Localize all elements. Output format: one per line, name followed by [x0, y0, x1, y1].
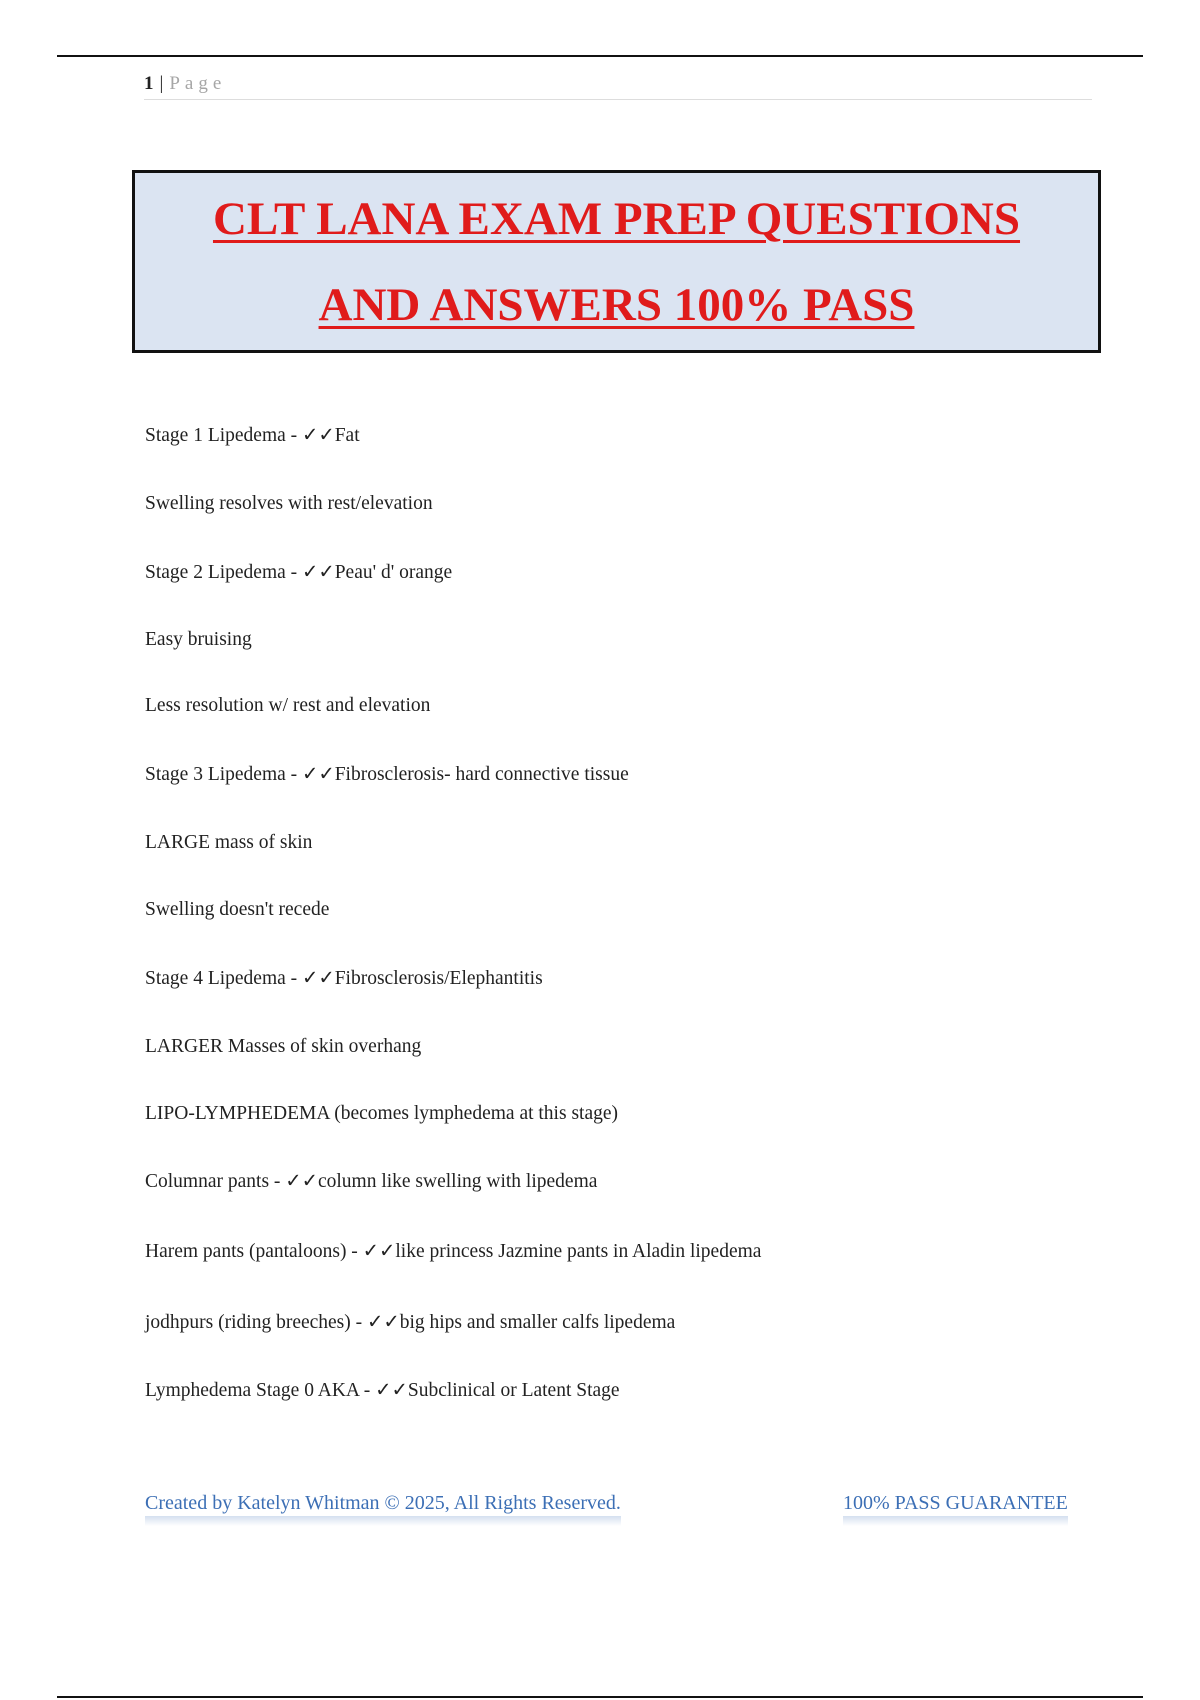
qa-line: Columnar pants - ✓✓column like swelling with lipedema [145, 1171, 598, 1192]
qa-line: LARGE mass of skin [145, 832, 313, 853]
qa-line: Stage 3 Lipedema - ✓✓Fibrosclerosis- hard connective tissue [145, 764, 629, 785]
bottom-rule [57, 1696, 1143, 1698]
qa-line: LARGER Masses of skin overhang [145, 1036, 422, 1057]
qa-line: Swelling resolves with rest/elevation [145, 493, 433, 514]
qa-line: LIPO-LYMPHEDEMA (becomes lymphedema at this stage) [145, 1103, 618, 1124]
page-number: 1 [144, 73, 154, 94]
page-separator: | [159, 73, 164, 94]
title-box [132, 170, 1101, 353]
qa-line: Easy bruising [145, 629, 252, 650]
qa-line: Lymphedema Stage 0 AKA - ✓✓Subclinical or Latent Stage [145, 1380, 620, 1401]
footer-guarantee: 100% PASS GUARANTEE [843, 1490, 1068, 1526]
footer-copyright: Created by Katelyn Whitman © 2025, All Rights Reserved. [145, 1490, 621, 1526]
qa-line: jodhpurs (riding breeches) - ✓✓big hips and smaller calfs lipedema [145, 1312, 676, 1333]
qa-line: Swelling doesn't recede [145, 899, 330, 920]
title-line-2: AND ANSWERS 100% PASS [318, 278, 915, 331]
qa-line: Stage 2 Lipedema - ✓✓Peau' d' orange [145, 562, 453, 583]
title-line-1: CLT LANA EXAM PREP QUESTIONS [212, 192, 1021, 245]
qa-line: Less resolution w/ rest and elevation [145, 695, 431, 716]
qa-line: Stage 4 Lipedema - ✓✓Fibrosclerosis/Elephantitis [145, 968, 543, 989]
qa-line: Stage 1 Lipedema - ✓✓Fat [145, 425, 360, 446]
page-header [144, 72, 1092, 100]
page-word: Page [169, 73, 227, 94]
qa-line: Harem pants (pantaloons) - ✓✓like princess Jazmine pants in Aladin lipedema [145, 1241, 762, 1262]
top-rule [57, 55, 1143, 57]
